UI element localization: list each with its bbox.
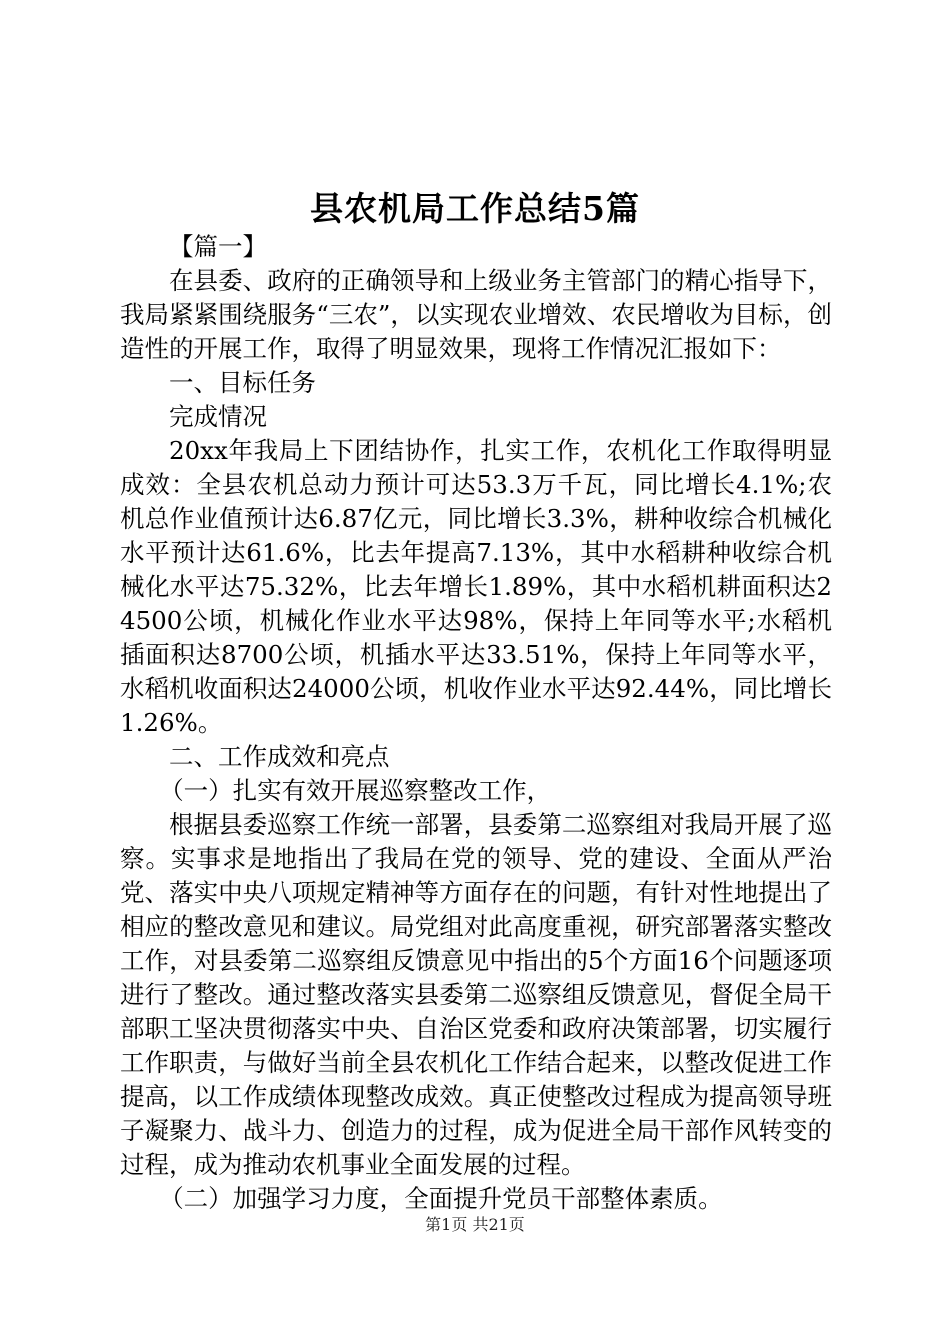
- section-label: 【篇一】: [169, 232, 267, 261]
- completion-paragraph: 20xx年我局上下团结协作，扎实工作，农机化工作取得明显成效：全县农机总动力预计可达53.3万千瓦，同比增长4.1%;农机总作业值预计达6.87亿元，同比增长3.3%，耕种收综合机械化水平预计达61.6%，比去年提高7.13%，其中水稻耕种收综合机械化水平达75.32%，比去年增长1.89%，其中水稻机耕面积达24500公顷，机械化作业水平达98%，保持上年同等水平;水稻机插面积达8700公顷，机插水平达33.51%，保持上年同等水平，水稻机收面积达24000公顷，机收作业水平达92.44%，同比增长1.26%。: [120, 436, 832, 737]
- section-heading-goals: 一、目标任务: [169, 368, 316, 397]
- intro-paragraph: 在县委、政府的正确领导和上级业务主管部门的精心指导下，我局紧紧围绕服务“三农”，以实现农业增效、农民增收为目标，创造性的开展工作，取得了明显效果，现将工作情况汇报如下：: [120, 266, 832, 363]
- subheading-study: （二）加强学习力度，全面提升党员干部整体素质。: [159, 1184, 723, 1213]
- document-title: 县农机局工作总结5篇: [310, 189, 640, 228]
- inspection-paragraph: 根据县委巡察工作统一部署，县委第二巡察组对我局开展了巡察。实事求是地指出了我局在党的领导、党的建设、全面从严治党、落实中央八项规定精神等方面存在的问题，有针对性地提出了相应的整改意见和建议。局党组对此高度重视，研究部署落实整改工作，对县委第二巡察组反馈意见中指出的5个方面16个问题逐项进行了整改。通过整改落实县委第二巡察组反馈意见，督促全局干部职工坚决贯彻落实中央、自治区党委和政府决策部署，切实履行工作职责，与做好当前全县农机化工作结合起来，以整改促进工作提高，以工作成绩体现整改成效。真正使整改过程成为提高领导班子凝聚力、战斗力、创造力的过程，成为促进全局干部作风转变的过程，成为推动农机事业全面发展的过程。: [120, 810, 832, 1179]
- document-body: [120, 230, 832, 1216]
- subheading-completion: 完成情况: [169, 402, 267, 431]
- section-heading-results: 二、工作成效和亮点: [169, 742, 390, 771]
- page-footer: 第1页 共21页: [425, 1215, 525, 1234]
- subheading-inspection: （一）扎实有效开展巡察整改工作，: [159, 776, 552, 805]
